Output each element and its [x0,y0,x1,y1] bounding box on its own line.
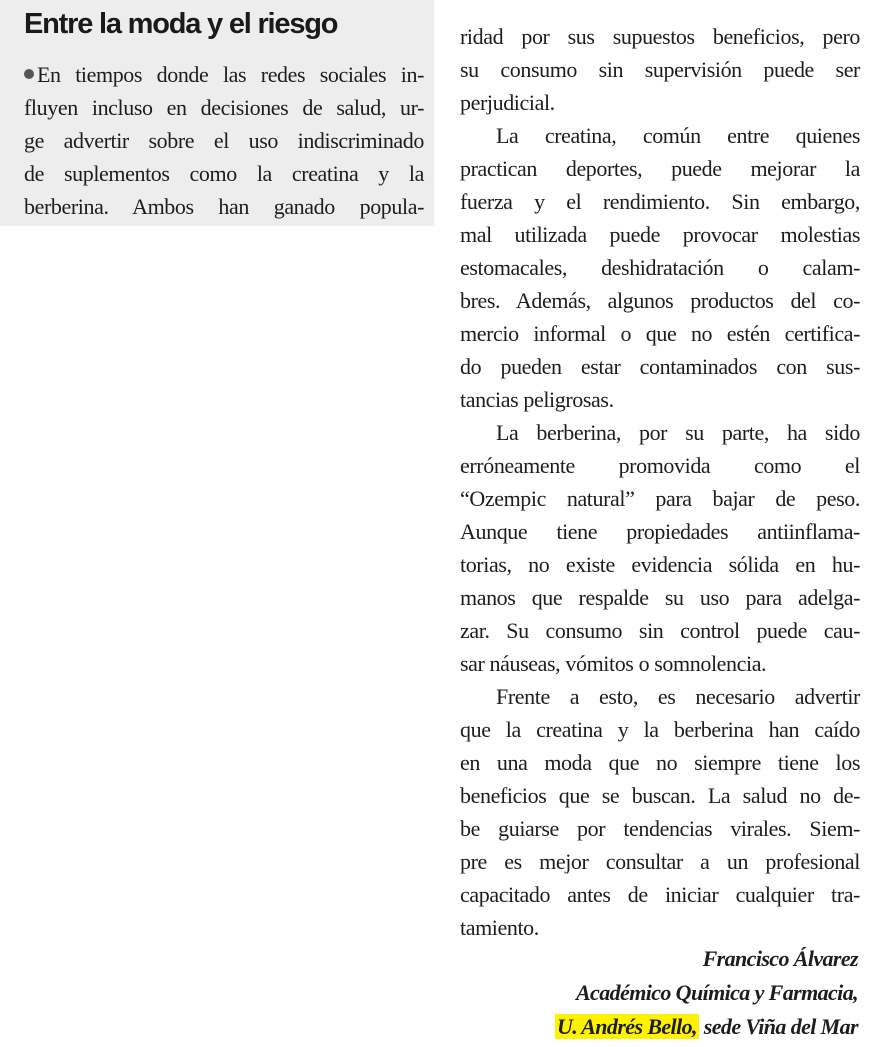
article-title: Entre la moda y el riesgo [24,8,338,40]
text-line: de suplementos como la creatina y la [24,161,424,186]
text-line: fluyen incluso en decisiones de salud, ur- [24,95,424,120]
bullet-icon [24,69,34,79]
paragraph-start-line: La berberina, por su parte, ha sido [496,420,860,445]
paragraph-start-line: La creatina, común entre quienes [496,123,860,148]
right-column [460,20,860,944]
text-line: erróneamente promovida como el [460,453,860,478]
line-text: En tiempos donde las redes sociales in- [37,62,424,87]
text-line: Aunque tiene propiedades antiinflama- [460,519,860,544]
highlighted-university: U. Andrés Bello, [556,1014,697,1039]
text-line: manos que respalde su uso para adelga- [460,585,860,610]
author-affiliation [555,1010,858,1044]
author-role: Académico Química y Farmacia, [575,980,858,1005]
text-line: fuerza y el rendimiento. Sin embargo, [460,189,860,214]
text-line: estomacales, deshidratación o calam- [460,255,860,280]
text-line: capacitado antes de iniciar cualquier tra- [460,882,860,907]
text-line: sar náuseas, vómitos o somnolencia. [460,651,767,676]
text-line: do pueden estar contaminados con sus- [460,354,860,379]
paragraph-start-line: Frente a esto, es necesario advertir [496,684,860,709]
text-line: mercio informal o que no estén certifica- [460,321,860,346]
author-name: Francisco Álvarez [702,946,858,971]
text-line: tancias peligrosas. [460,387,614,412]
text-line: tamiento. [460,915,539,940]
author-signature [555,942,858,1044]
text-line: berberina. Ambos han ganado popula- [24,194,424,219]
campus-text: sede Viña del Mar [698,1014,858,1039]
intro-shaded-block [0,0,434,226]
text-line: ge advertir sobre el uso indiscriminado [24,128,424,153]
text-line: “Ozempic natural” para bajar de peso. [460,486,860,511]
text-line: ridad por sus supuestos beneficios, pero [460,24,860,49]
text-line: que la creatina y la berberina han caído [460,717,860,742]
text-line: zar. Su consumo sin control puede cau- [460,618,860,643]
left-column [24,58,424,223]
text-line: en una moda que no siempre tiene los [460,750,860,775]
text-line: mal utilizada puede provocar molestias [460,222,860,247]
text-line: perjudicial. [460,90,555,115]
text-line: torias, no existe evidencia sólida en hu- [460,552,860,577]
text-line: be guiarse por tendencias virales. Siem- [460,816,860,841]
text-line: pre es mejor consultar a un profesional [460,849,860,874]
text-line: practican deportes, puede mejorar la [460,156,860,181]
text-line: su consumo sin supervisión puede ser [460,57,860,82]
text-line: beneficios que se buscan. La salud no de- [460,783,860,808]
text-line [24,58,424,91]
text-line: bres. Además, algunos productos del co- [460,288,860,313]
